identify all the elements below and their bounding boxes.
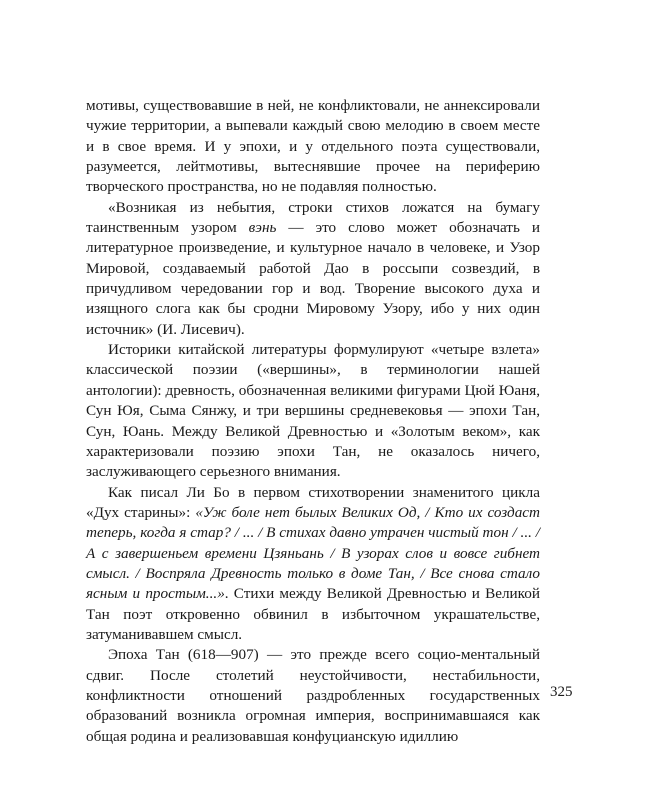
text-segment: Как писал Ли Бо в первом стихотворении знаменитого цикла «Дух старины»: xyxy=(86,483,540,521)
paragraph xyxy=(86,198,540,340)
italic-term: вэнь xyxy=(248,219,277,237)
italic-quote: «Уж боле нет былых Великих Од, / Кто их создаст теперь, когда я стар? / ... / В стихах давно утрачен чистый тон / ... / А с завершеньем времени Цзяньань / В узорах слов и вовсе гибнет смысл. / Воспряла Древность только в доме Тан, / Все снова стало ясным и простым...» xyxy=(86,503,540,603)
paragraph xyxy=(86,96,540,198)
paragraph xyxy=(86,340,540,482)
text-segment: . Стихи между Великой Древностью и Великой Тан поэт откровенно обвинил в избыточном украшательстве, затуманивавшем смысл. xyxy=(86,585,540,643)
text-segment: мотивы, существовавшие в ней, не конфликтовали, не аннексировали чужие территории, а выпевали каждый свою мелодию в своем месте и в свое время. И у эпохи, и у отдельного поэта существовали, разумеется, лейтмотивы, вытеснявшие прочее на периферию творческого пространства, но не подавляя полностью. xyxy=(86,97,540,196)
text-segment: — это слово может обозначать и литературное произведение, и культурное начало в человеке, и Узор Мировой, создаваемый работой Дао в россыпи созвездий, в причудливом чередовании гор и вод. Творение высокого духа и изящного слога как бы сродни Мировому Узору, ибо у них один источник» (И. Лисевич). xyxy=(86,219,540,338)
text-segment: «Возникая из небытия, строки стихов ложатся на бумагу таинственным узором xyxy=(86,198,540,237)
text-segment: Эпоха Тан (618—907) — это прежде всего социо-ментальный сдвиг. После столетий неустойчивости, нестабильности, конфликтности отношений раздробленных государственных образований возникла огромная империя, воспринимавшаяся как общая родина и реализовавшая конфуцианскую идиллию xyxy=(86,646,540,745)
page-number: 325 xyxy=(550,684,573,700)
paragraph xyxy=(86,483,540,646)
text-segment: Историки китайской литературы формулируют «четыре взлета» классической поэзии («вершины», в терминологии нашей антологии): древность, обозначенная великими фигурами Цюй Юаня, Сун Юя, Сыма Сянжу, и три вершины средневековья — эпохи Тан, Сун, Юань. Между Великой Древностью и «Золотым веком», как характеризовали поэзию эпохи Тан, не оказалось ничего, заслуживающего серьезного внимания. xyxy=(86,341,540,481)
paragraph xyxy=(86,645,540,747)
body-text xyxy=(86,96,540,747)
